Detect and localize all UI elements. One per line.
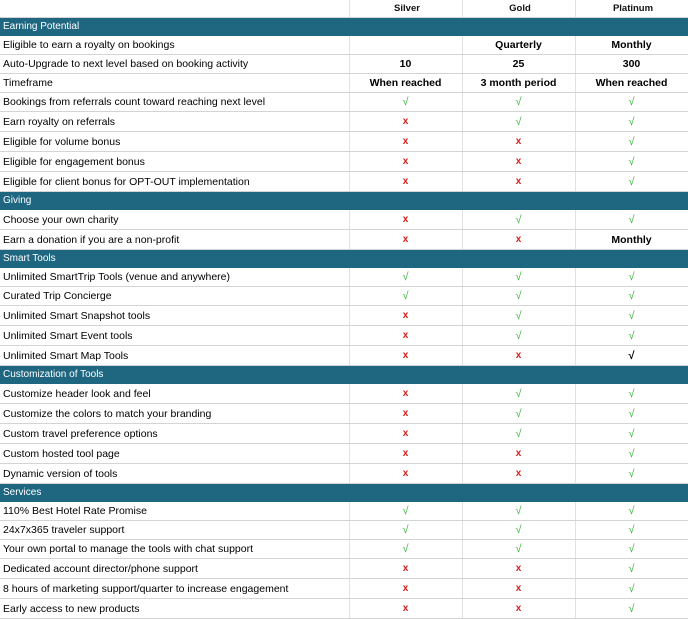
check-icon: √ — [515, 329, 522, 342]
check-icon: √ — [515, 96, 522, 108]
platinum-value — [575, 55, 688, 74]
cross-icon: x — [402, 214, 409, 225]
gold-value — [462, 36, 575, 55]
value-text: 10 — [399, 58, 412, 70]
feature-label: Curated Trip Concierge — [0, 287, 349, 306]
feature-label: Earn a donation if you are a non-profit — [0, 230, 349, 250]
gold-value — [462, 502, 575, 521]
table-row — [0, 112, 688, 132]
table-row — [0, 559, 688, 579]
cross-icon: x — [402, 603, 409, 614]
table-row — [0, 74, 688, 93]
gold-value — [462, 152, 575, 172]
gold-value — [462, 346, 575, 366]
table-row — [0, 306, 688, 326]
cross-icon: x — [402, 583, 409, 594]
cross-icon: x — [402, 310, 409, 321]
cross-icon: x — [515, 448, 522, 459]
platinum-value — [575, 559, 688, 579]
cross-icon: x — [402, 116, 409, 127]
check-icon: √ — [628, 447, 635, 460]
gold-value — [462, 210, 575, 230]
check-icon: √ — [628, 407, 635, 420]
header-gold: Gold — [462, 0, 575, 18]
table-row — [0, 230, 688, 250]
table-row — [0, 93, 688, 112]
gold-value — [462, 521, 575, 540]
check-icon: √ — [628, 135, 635, 148]
gold-value — [462, 132, 575, 152]
table-row — [0, 172, 688, 192]
gold-value — [462, 599, 575, 619]
silver-value — [349, 152, 462, 172]
check-icon: √ — [628, 175, 635, 188]
table-row — [0, 521, 688, 540]
cross-icon: x — [402, 388, 409, 399]
platinum-value — [575, 502, 688, 521]
cross-icon: x — [515, 234, 522, 245]
platinum-value — [575, 172, 688, 192]
value-text: When reached — [369, 77, 442, 89]
platinum-value — [575, 424, 688, 444]
cross-icon: x — [402, 156, 409, 167]
check-icon: √ — [628, 562, 635, 575]
table-row — [0, 404, 688, 424]
platinum-value — [575, 444, 688, 464]
check-icon: √ — [628, 309, 635, 322]
value-text: 25 — [512, 58, 525, 70]
feature-label: Customize the colors to match your branding — [0, 404, 349, 424]
gold-value — [462, 326, 575, 346]
section-title: Smart Tools — [0, 250, 688, 268]
gold-value — [462, 230, 575, 250]
check-icon: √ — [628, 387, 635, 400]
check-icon: √ — [515, 387, 522, 400]
section-title: Earning Potential — [0, 18, 688, 36]
table-row — [0, 424, 688, 444]
feature-label: Eligible to earn a royalty on bookings — [0, 36, 349, 55]
feature-label: Unlimited SmartTrip Tools (venue and anywhere) — [0, 268, 349, 287]
gold-value — [462, 55, 575, 74]
platinum-value — [575, 112, 688, 132]
check-icon: √ — [628, 349, 635, 362]
section-header — [0, 18, 688, 36]
cross-icon: x — [515, 563, 522, 574]
feature-label: Early access to new products — [0, 599, 349, 619]
check-icon: √ — [628, 543, 635, 555]
cross-icon: x — [515, 350, 522, 361]
table-row — [0, 599, 688, 619]
platinum-value — [575, 464, 688, 484]
feature-label: Timeframe — [0, 74, 349, 93]
header-row — [0, 0, 688, 18]
silver-value — [349, 404, 462, 424]
table-row — [0, 36, 688, 55]
table-row — [0, 384, 688, 404]
platinum-value — [575, 132, 688, 152]
table-row — [0, 55, 688, 74]
header-silver: Silver — [349, 0, 462, 18]
feature-label: Bookings from referrals count toward reaching next level — [0, 93, 349, 112]
silver-value — [349, 502, 462, 521]
value-text: 3 month period — [480, 77, 557, 89]
silver-value — [349, 112, 462, 132]
check-icon: √ — [628, 155, 635, 168]
check-icon: √ — [402, 96, 409, 108]
check-icon: √ — [515, 505, 522, 517]
check-icon: √ — [628, 96, 635, 108]
feature-label: Dedicated account director/phone support — [0, 559, 349, 579]
table-row — [0, 268, 688, 287]
check-icon: √ — [515, 115, 522, 128]
check-icon: √ — [628, 524, 635, 536]
silver-value — [349, 36, 462, 55]
silver-value — [349, 210, 462, 230]
gold-value — [462, 112, 575, 132]
table-row — [0, 464, 688, 484]
silver-value — [349, 230, 462, 250]
check-icon: √ — [628, 115, 635, 128]
table-row — [0, 210, 688, 230]
gold-value — [462, 172, 575, 192]
silver-value — [349, 268, 462, 287]
cross-icon: x — [515, 156, 522, 167]
feature-label: Earn royalty on referrals — [0, 112, 349, 132]
platinum-value — [575, 540, 688, 559]
silver-value — [349, 93, 462, 112]
check-icon: √ — [402, 543, 409, 555]
gold-value — [462, 464, 575, 484]
gold-value — [462, 384, 575, 404]
cross-icon: x — [402, 408, 409, 419]
table-row — [0, 540, 688, 559]
value-text: Monthly — [611, 233, 652, 246]
gold-value — [462, 268, 575, 287]
feature-label: Choose your own charity — [0, 210, 349, 230]
gold-value — [462, 74, 575, 93]
platinum-value — [575, 93, 688, 112]
silver-value — [349, 424, 462, 444]
section-title: Customization of Tools — [0, 366, 688, 384]
silver-value — [349, 599, 462, 619]
check-icon: √ — [402, 524, 409, 536]
feature-label: Unlimited Smart Map Tools — [0, 346, 349, 366]
gold-value — [462, 540, 575, 559]
value-text: Monthly — [611, 39, 652, 51]
check-icon: √ — [515, 309, 522, 322]
silver-value — [349, 326, 462, 346]
section-header — [0, 484, 688, 502]
platinum-value — [575, 152, 688, 172]
silver-value — [349, 464, 462, 484]
gold-value — [462, 444, 575, 464]
header-platinum: Platinum — [575, 0, 688, 18]
section-title: Services — [0, 484, 688, 502]
silver-value — [349, 287, 462, 306]
platinum-value — [575, 346, 688, 366]
cross-icon: x — [515, 468, 522, 479]
gold-value — [462, 424, 575, 444]
table-row — [0, 152, 688, 172]
feature-label: Dynamic version of tools — [0, 464, 349, 484]
cross-icon: x — [515, 603, 522, 614]
silver-value — [349, 559, 462, 579]
check-icon: √ — [628, 602, 635, 615]
platinum-value — [575, 306, 688, 326]
cross-icon: x — [402, 176, 409, 187]
feature-label: 24x7x365 traveler support — [0, 521, 349, 540]
check-icon: √ — [402, 505, 409, 517]
value-text: Quarterly — [495, 39, 542, 51]
cross-icon: x — [402, 234, 409, 245]
feature-label: Custom hosted tool page — [0, 444, 349, 464]
platinum-value — [575, 599, 688, 619]
platinum-value — [575, 287, 688, 306]
table-row — [0, 287, 688, 306]
gold-value — [462, 306, 575, 326]
cross-icon: x — [402, 448, 409, 459]
platinum-value — [575, 521, 688, 540]
cross-icon: x — [402, 330, 409, 341]
feature-label: 8 hours of marketing support/quarter to increase engagement — [0, 579, 349, 599]
section-title: Giving — [0, 192, 688, 210]
cross-icon: x — [515, 176, 522, 187]
gold-value — [462, 559, 575, 579]
section-header — [0, 250, 688, 268]
feature-label: Unlimited Smart Snapshot tools — [0, 306, 349, 326]
feature-label: Customize header look and feel — [0, 384, 349, 404]
feature-label: Your own portal to manage the tools with chat support — [0, 540, 349, 559]
value-text: 300 — [622, 58, 641, 70]
check-icon: √ — [402, 271, 409, 283]
check-icon: √ — [515, 290, 522, 302]
cross-icon: x — [402, 468, 409, 479]
section-header — [0, 366, 688, 384]
platinum-value — [575, 404, 688, 424]
silver-value — [349, 540, 462, 559]
check-icon: √ — [515, 427, 522, 440]
feature-label: Auto-Upgrade to next level based on booking activity — [0, 55, 349, 74]
section-header — [0, 192, 688, 210]
silver-value — [349, 172, 462, 192]
table-row — [0, 444, 688, 464]
check-icon: √ — [628, 271, 635, 283]
feature-label: Eligible for client bonus for OPT-OUT implementation — [0, 172, 349, 192]
check-icon: √ — [628, 427, 635, 440]
table-row — [0, 346, 688, 366]
value-text: When reached — [595, 77, 668, 89]
table-row — [0, 502, 688, 521]
silver-value — [349, 521, 462, 540]
feature-label: Custom travel preference options — [0, 424, 349, 444]
check-icon: √ — [515, 407, 522, 420]
cross-icon: x — [402, 428, 409, 439]
check-icon: √ — [628, 505, 635, 517]
silver-value — [349, 132, 462, 152]
feature-label: 110% Best Hotel Rate Promise — [0, 502, 349, 521]
silver-value — [349, 306, 462, 326]
cross-icon: x — [515, 136, 522, 147]
silver-value — [349, 384, 462, 404]
platinum-value — [575, 36, 688, 55]
cross-icon: x — [402, 136, 409, 147]
header-cell-blank — [0, 0, 349, 18]
check-icon: √ — [402, 290, 409, 302]
check-icon: √ — [628, 467, 635, 480]
check-icon: √ — [515, 271, 522, 283]
cross-icon: x — [402, 563, 409, 574]
platinum-value — [575, 74, 688, 93]
check-icon: √ — [628, 290, 635, 302]
platinum-value — [575, 268, 688, 287]
check-icon: √ — [628, 582, 635, 595]
silver-value — [349, 346, 462, 366]
silver-value — [349, 74, 462, 93]
check-icon: √ — [515, 213, 522, 226]
silver-value — [349, 444, 462, 464]
gold-value — [462, 404, 575, 424]
table-row — [0, 326, 688, 346]
platinum-value — [575, 326, 688, 346]
cross-icon: x — [402, 350, 409, 361]
check-icon: √ — [515, 543, 522, 555]
platinum-value — [575, 384, 688, 404]
silver-value — [349, 55, 462, 74]
gold-value — [462, 93, 575, 112]
check-icon: √ — [515, 524, 522, 536]
platinum-value — [575, 210, 688, 230]
feature-label: Eligible for engagement bonus — [0, 152, 349, 172]
platinum-value — [575, 230, 688, 250]
table-row — [0, 132, 688, 152]
feature-label: Eligible for volume bonus — [0, 132, 349, 152]
check-icon: √ — [628, 329, 635, 342]
feature-label: Unlimited Smart Event tools — [0, 326, 349, 346]
cross-icon: x — [515, 583, 522, 594]
gold-value — [462, 287, 575, 306]
check-icon: √ — [628, 213, 635, 226]
